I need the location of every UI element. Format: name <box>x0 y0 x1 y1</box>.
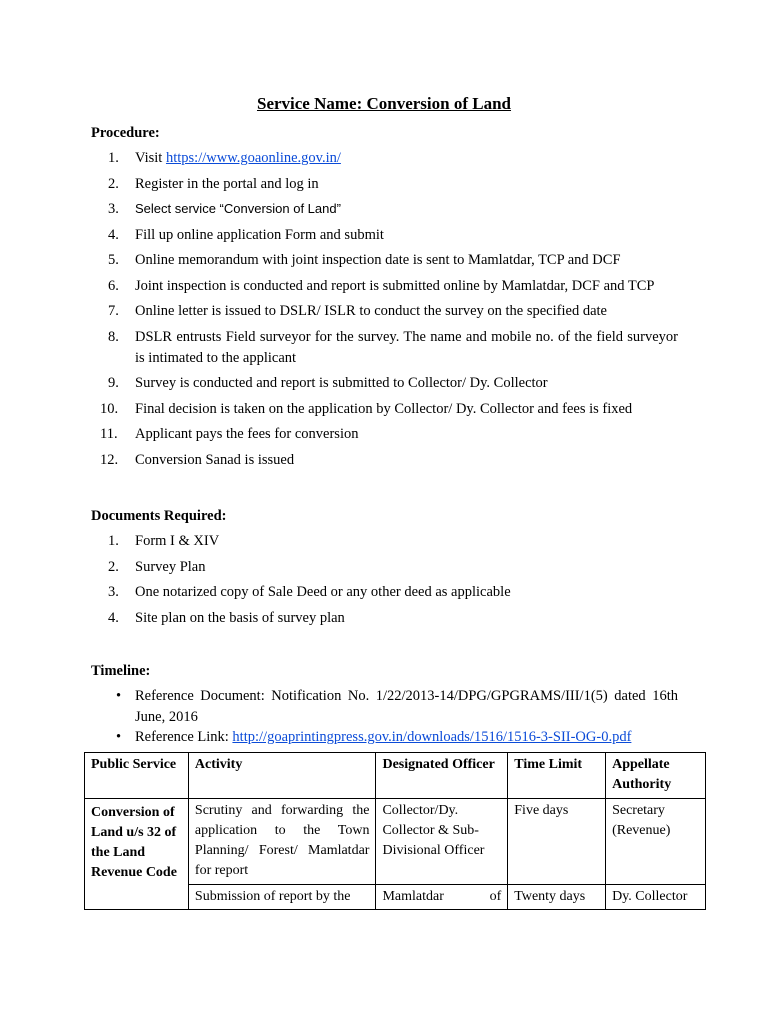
procedure-item: 1. Visit https://www.goaonline.gov.in/ <box>108 150 341 166</box>
procedure-item: 9. Survey is conducted and report is submitted to Collector/ Dy. Collector <box>108 375 548 392</box>
table-row <box>85 798 706 884</box>
cell-officer: Mamlatdar of <box>376 884 508 909</box>
procedure-list <box>100 148 678 471</box>
documents-heading: Documents Required: <box>91 508 227 524</box>
header-activity: Activity <box>188 753 376 799</box>
page-title: Service Name: Conversion of Land <box>256 94 512 113</box>
timeline-heading: Timeline: <box>91 663 151 679</box>
goaprintingpress-link[interactable]: http://goaprintingpress.gov.in/downloads/1516/1516-3-SII-OG-0.pdf <box>232 729 632 746</box>
service-table <box>84 752 706 910</box>
procedure-item: 6. Joint inspection is conducted and report is submitted online by Mamlatdar, DCF and TCP <box>108 277 655 294</box>
procedure-item: 11. Applicant pays the fees for conversion <box>100 426 359 443</box>
document-item: 3. One notarized copy of Sale Deed or any other deed as applicable <box>108 584 511 601</box>
cell-appellate-authority: Dy. Collector <box>606 884 706 909</box>
procedure-item: 4. Fill up online application Form and submit <box>108 226 384 243</box>
procedure-item: 10. Final decision is taken on the application by Collector/ Dy. Collector and fees is fixed <box>100 400 633 417</box>
header-time-limit: Time Limit <box>508 753 606 799</box>
procedure-item: 8. DSLR entrusts Field surveyor for the survey. The name and mobile no. of the field surveyor is intimated to the applicant <box>108 329 678 366</box>
table-header-row <box>85 753 706 799</box>
cell-activity: Submission of report by the <box>188 884 376 909</box>
documents-list <box>108 531 678 628</box>
timeline-list <box>108 686 678 748</box>
procedure-item: 7. Online letter is issued to DSLR/ ISLR to conduct the survey on the specified date <box>108 303 607 320</box>
procedure-item: 2. Register in the portal and log in <box>108 175 319 192</box>
header-appellate-authority: Appellate Authority <box>606 753 706 799</box>
cell-public-service: Conversion of Land u/s 32 of the Land Revenue Code <box>85 798 189 909</box>
reference-document: • Reference Document: Notification No. 1/22/2013-14/DPG/GPGRAMS/III/1(5) dated 16th June, 2016 <box>116 688 678 725</box>
reference-link-item: • Reference Link: http://goaprintingpress.gov.in/downloads/1516/1516-3-SII-OG-0.pdf <box>116 729 632 746</box>
procedure-item: 12. Conversion Sanad is issued <box>100 451 295 468</box>
header-designated-officer: Designated Officer <box>376 753 508 799</box>
cell-activity: Scrutiny and forwarding the application to the Town Planning/ Forest/ Mamlatdar for report <box>188 798 376 884</box>
cell-time-limit: Twenty days <box>508 884 606 909</box>
cell-time-limit: Five days <box>508 798 606 884</box>
cell-officer: Collector/Dy. Collector & Sub-Divisional Officer <box>376 798 508 884</box>
document-item: 4. Site plan on the basis of survey plan <box>108 609 345 626</box>
cell-appellate-authority: Secretary (Revenue) <box>606 798 706 884</box>
goaonline-link[interactable]: https://www.goaonline.gov.in/ <box>165 150 341 166</box>
procedure-item: 3. Select service “Conversion of Land” <box>108 201 341 218</box>
header-public-service: Public Service <box>85 753 189 799</box>
procedure-item: 5. Online memorandum with joint inspection date is sent to Mamlatdar, TCP and DCF <box>108 252 621 269</box>
document-item: 2. Survey Plan <box>108 558 206 575</box>
document-item: 1. Form I & XIV <box>108 533 220 549</box>
procedure-heading: Procedure: <box>91 125 160 141</box>
